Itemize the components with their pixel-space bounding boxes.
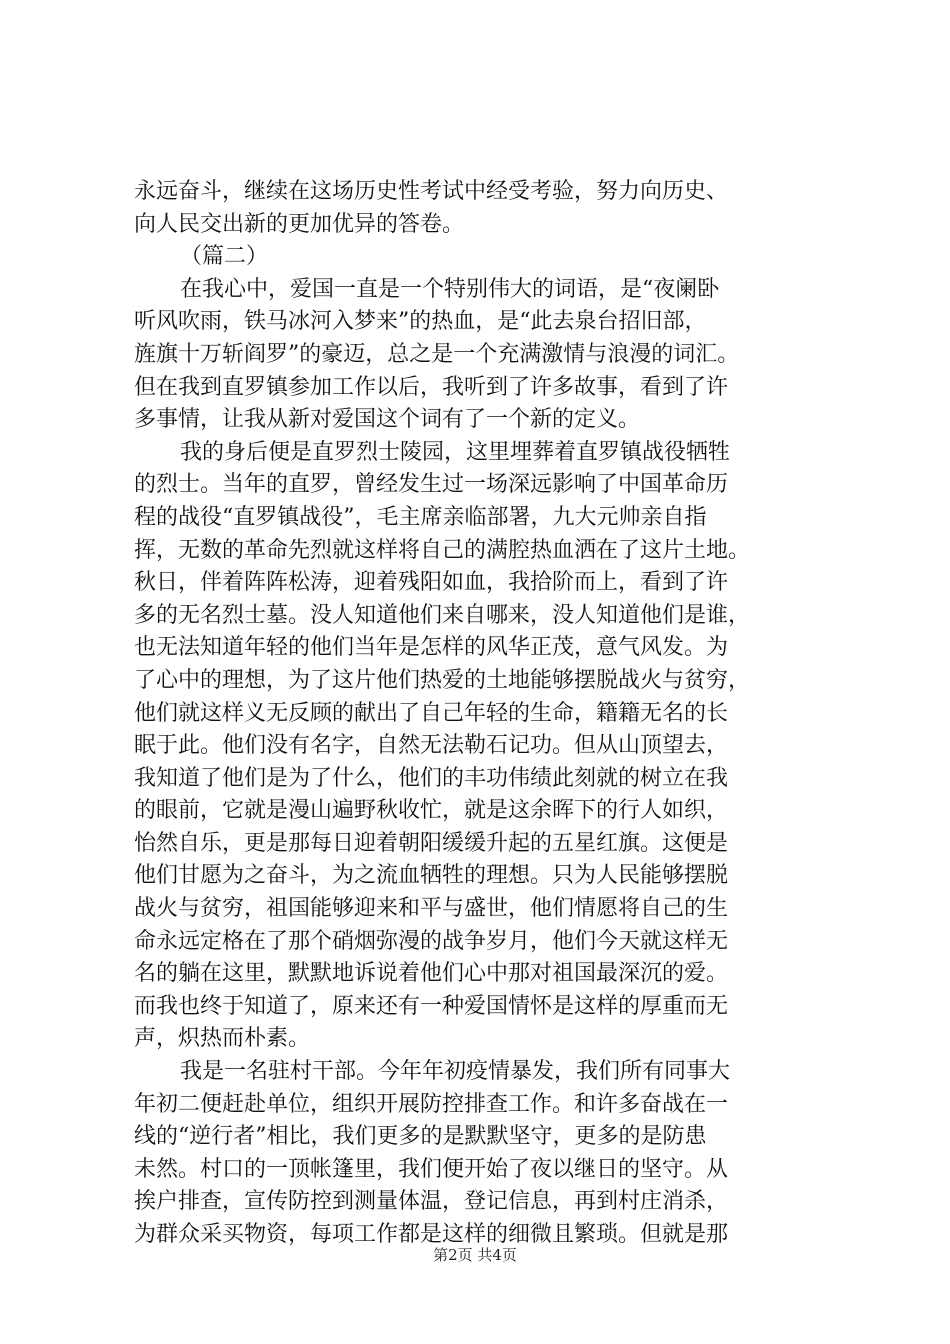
- text-line: 多的无名烈士墓。没人知道他们来自哪来，没人知道他们是谁，: [134, 602, 751, 628]
- text-line: 挥，无数的革命先烈就这样将自己的满腔热血洒在了这片土地。: [134, 537, 751, 563]
- text-line: 我知道了他们是为了什么，他们的丰功伟绩此刻就的树立在我: [134, 765, 729, 791]
- text-line: 战火与贫穷，祖国能够迎来和平与盛世，他们情愿将自己的生: [134, 896, 729, 922]
- text-line: 在我心中，爱国一直是一个特别伟大的词语，是“夜阑卧: [180, 276, 720, 302]
- text-line: 挨户排查，宣传防控到测量体温，登记信息，再到村庄消杀，: [134, 1189, 729, 1215]
- text-line: 但在我到直罗镇参加工作以后，我听到了许多故事，看到了许: [134, 374, 729, 400]
- text-line: 永远奋斗，继续在这场历史性考试中经受考验，努力向历史、: [134, 179, 729, 204]
- text-line: 向人民交出新的更加优异的答卷。: [134, 211, 465, 237]
- text-line: 多事情，让我从新对爱国这个词有了一个新的定义。: [134, 407, 641, 433]
- text-line: 怡然自乐，更是那每日迎着朝阳缓缓升起的五星红旗。这便是: [134, 830, 729, 856]
- text-line: 线的“逆行者”相比，我们更多的是默默坚守，更多的是防患: [134, 1124, 707, 1150]
- text-line: 了心中的理想，为了这片他们热爱的土地能够摆脱战火与贫穷，: [134, 667, 751, 693]
- text-line: 声，炽热而朴素。: [134, 1026, 311, 1052]
- text-line: 也无法知道年轻的他们当年是怎样的风华正茂，意气风发。为: [134, 635, 729, 661]
- text-line: 我的身后便是直罗烈士陵园，这里埋葬着直罗镇战役牺牲: [180, 439, 731, 465]
- text-line: 他们就这样义无反顾的献出了自己年轻的生命，籍籍无名的长: [134, 700, 729, 726]
- text-line: 命永远定格在了那个硝烟弥漫的战争岁月，他们今天就这样无: [134, 928, 729, 954]
- text-line: 的眼前，它就是漫山遍野秋收忙，就是这余晖下的行人如织，: [134, 798, 729, 824]
- text-line: 眠于此。他们没有名字，自然无法勒石记功。但从山顶望去，: [134, 733, 729, 759]
- text-line: 他们甘愿为之奋斗，为之流血牺牲的理想。只为人民能够摆脱: [134, 863, 729, 889]
- text-line: 听风吹雨，铁马冰河入梦来”的热血，是“此去泉台招旧部，: [134, 309, 707, 335]
- text-line: 我是一名驻村干部。今年年初疫情暴发，我们所有同事大: [180, 1059, 731, 1085]
- text-line: 旌旗十万斩阎罗”的豪迈，总之是一个充满激情与浪漫的词汇。: [134, 341, 740, 367]
- page-footer: 第2页 共4页: [433, 1246, 517, 1264]
- text-line: 秋日，伴着阵阵松涛，迎着残阳如血，我拾阶而上，看到了许: [134, 570, 729, 596]
- text-line: 而我也终于知道了，原来还有一种爱国情怀是这样的厚重而无: [134, 993, 729, 1019]
- text-line: 的烈士。当年的直罗，曾经发生过一场深远影响了中国革命历: [134, 472, 729, 498]
- text-line: 未然。村口的一顶帐篷里，我们便开始了夜以继日的坚守。从: [134, 1156, 729, 1182]
- document-body: [134, 176, 824, 1252]
- text-line: 名的躺在这里，默默地诉说着他们心中那对祖国最深沉的爱。: [134, 961, 729, 987]
- text-line: 年初二便赶赴单位，组织开展防控排查工作。和许多奋战在一: [134, 1091, 729, 1117]
- text-line: 为群众采买物资，每项工作都是这样的细微且繁琐。但就是那: [134, 1222, 729, 1247]
- text-line: （篇二）: [180, 244, 269, 270]
- text-line: 程的战役“直罗镇战役”，毛主席亲临部署，九大元帅亲自指: [134, 504, 707, 530]
